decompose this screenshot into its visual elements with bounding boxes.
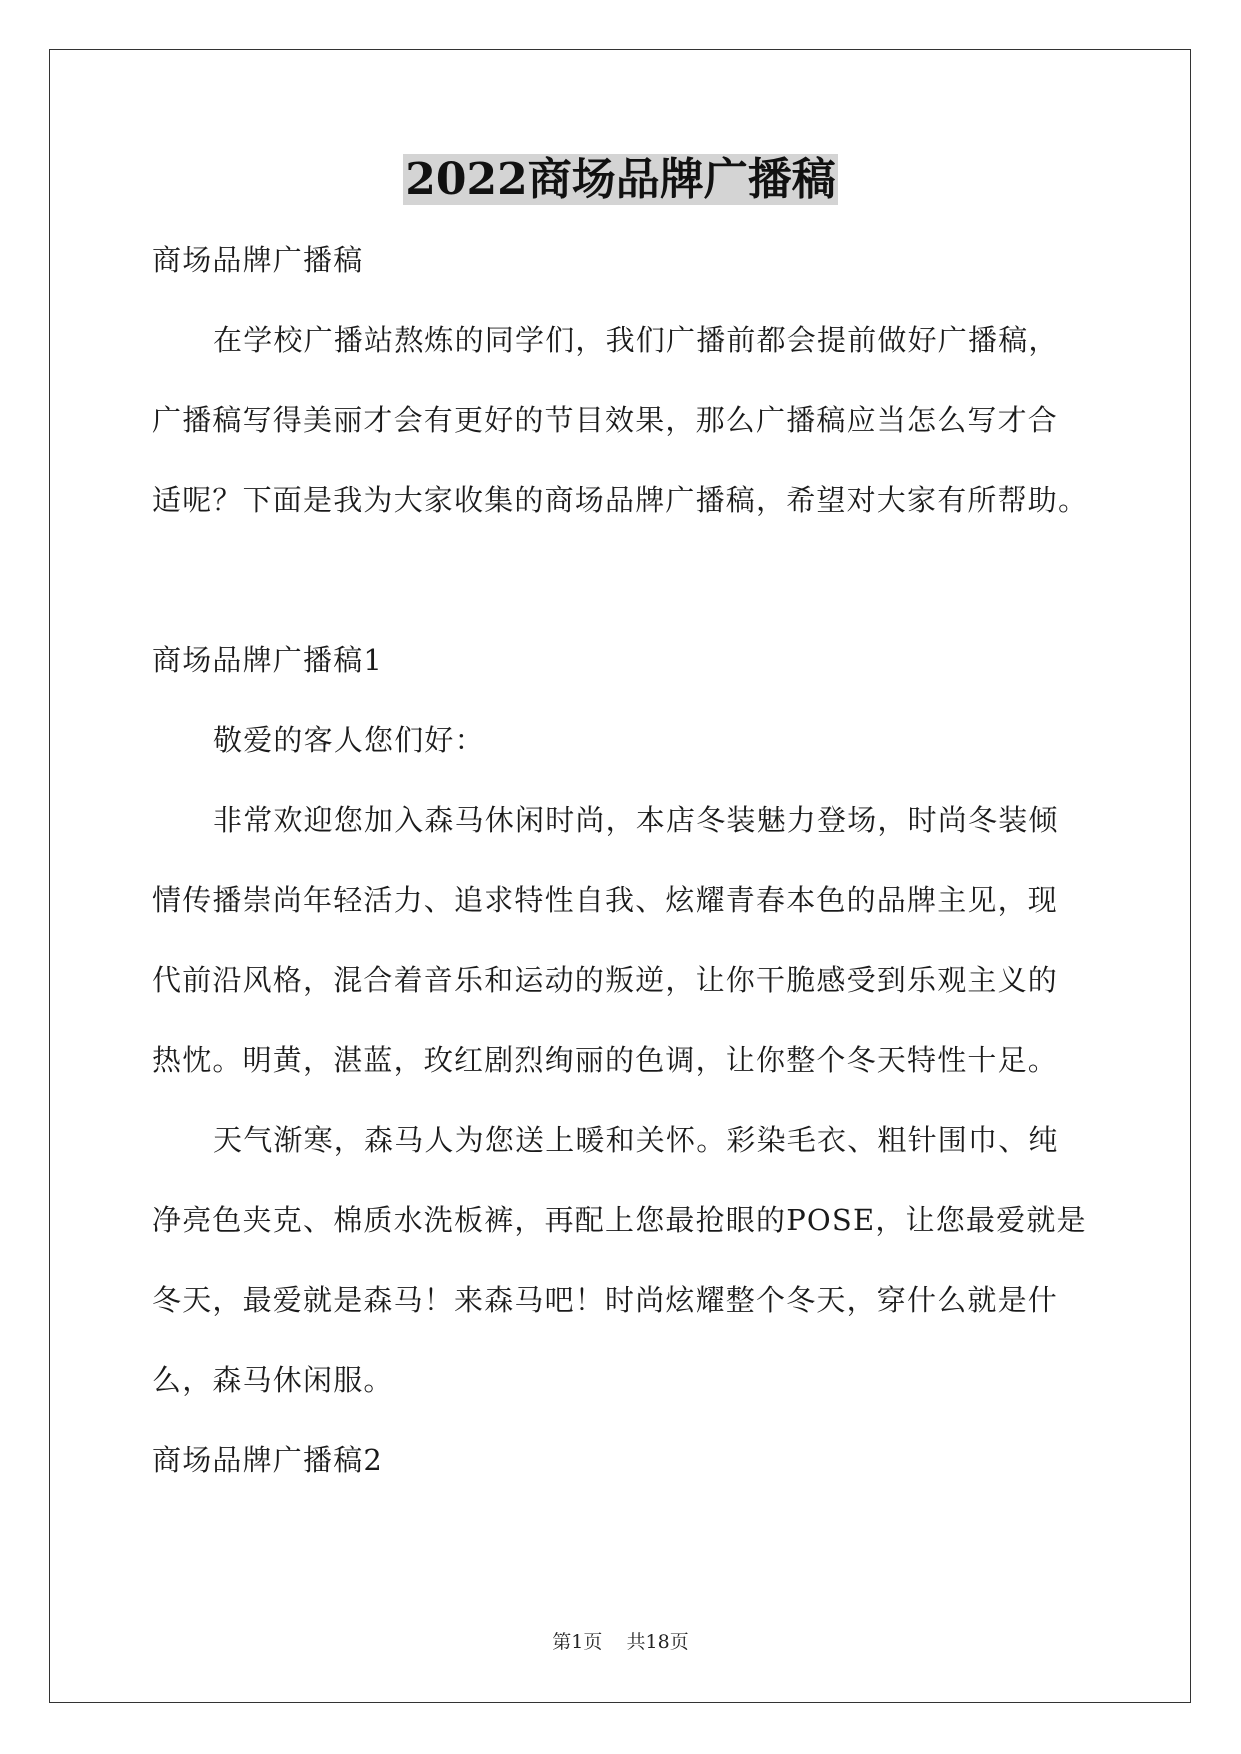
paragraph-line: 广播稿写得美丽才会有更好的节目效果，那么广播稿应当怎么写才合 [152, 403, 1059, 437]
paragraph-line: 净亮色夹克、棉质水洗板裤，再配上您最抢眼的POSE，让您最爱就是 [152, 1203, 1087, 1237]
page-number: 第1页 [552, 1631, 603, 1653]
page-total: 共18页 [626, 1631, 689, 1653]
section-heading: 商场品牌广播稿 [152, 243, 364, 277]
paragraph-line: 适呢？下面是我为大家收集的商场品牌广播稿，希望对大家有所帮助。 [152, 483, 1089, 517]
paragraph-line: 么，森马休闲服。 [152, 1363, 394, 1397]
paragraph-line: 敬爱的客人您们好： [213, 723, 485, 757]
paragraph-line: 在学校广播站熬炼的同学们，我们广播前都会提前做好广播稿， [213, 323, 1059, 357]
paragraph-line: 天气渐寒，森马人为您送上暖和关怀。彩染毛衣、粗针围巾、纯 [213, 1123, 1059, 1157]
section-heading: 商场品牌广播稿2 [152, 1443, 384, 1477]
document-title [0, 152, 1241, 208]
page-footer [0, 1630, 1241, 1654]
paragraph-line: 情传播崇尚年轻活力、追求特性自我、炫耀青春本色的品牌主见，现 [152, 883, 1059, 917]
paragraph-line: 冬天，最爱就是森马！来森马吧！时尚炫耀整个冬天，穿什么就是什 [152, 1283, 1059, 1317]
paragraph-line: 代前沿风格，混合着音乐和运动的叛逆，让你干脆感受到乐观主义的 [152, 963, 1059, 997]
section-heading: 商场品牌广播稿1 [152, 643, 384, 677]
document-title-text: 2022商场品牌广播稿 [405, 154, 836, 205]
paragraph-line: 热忱。明黄，湛蓝，玫红剧烈绚丽的色调，让你整个冬天特性十足。 [152, 1043, 1059, 1077]
paragraph-line: 非常欢迎您加入森马休闲时尚，本店冬装魅力登场，时尚冬装倾 [213, 803, 1059, 837]
